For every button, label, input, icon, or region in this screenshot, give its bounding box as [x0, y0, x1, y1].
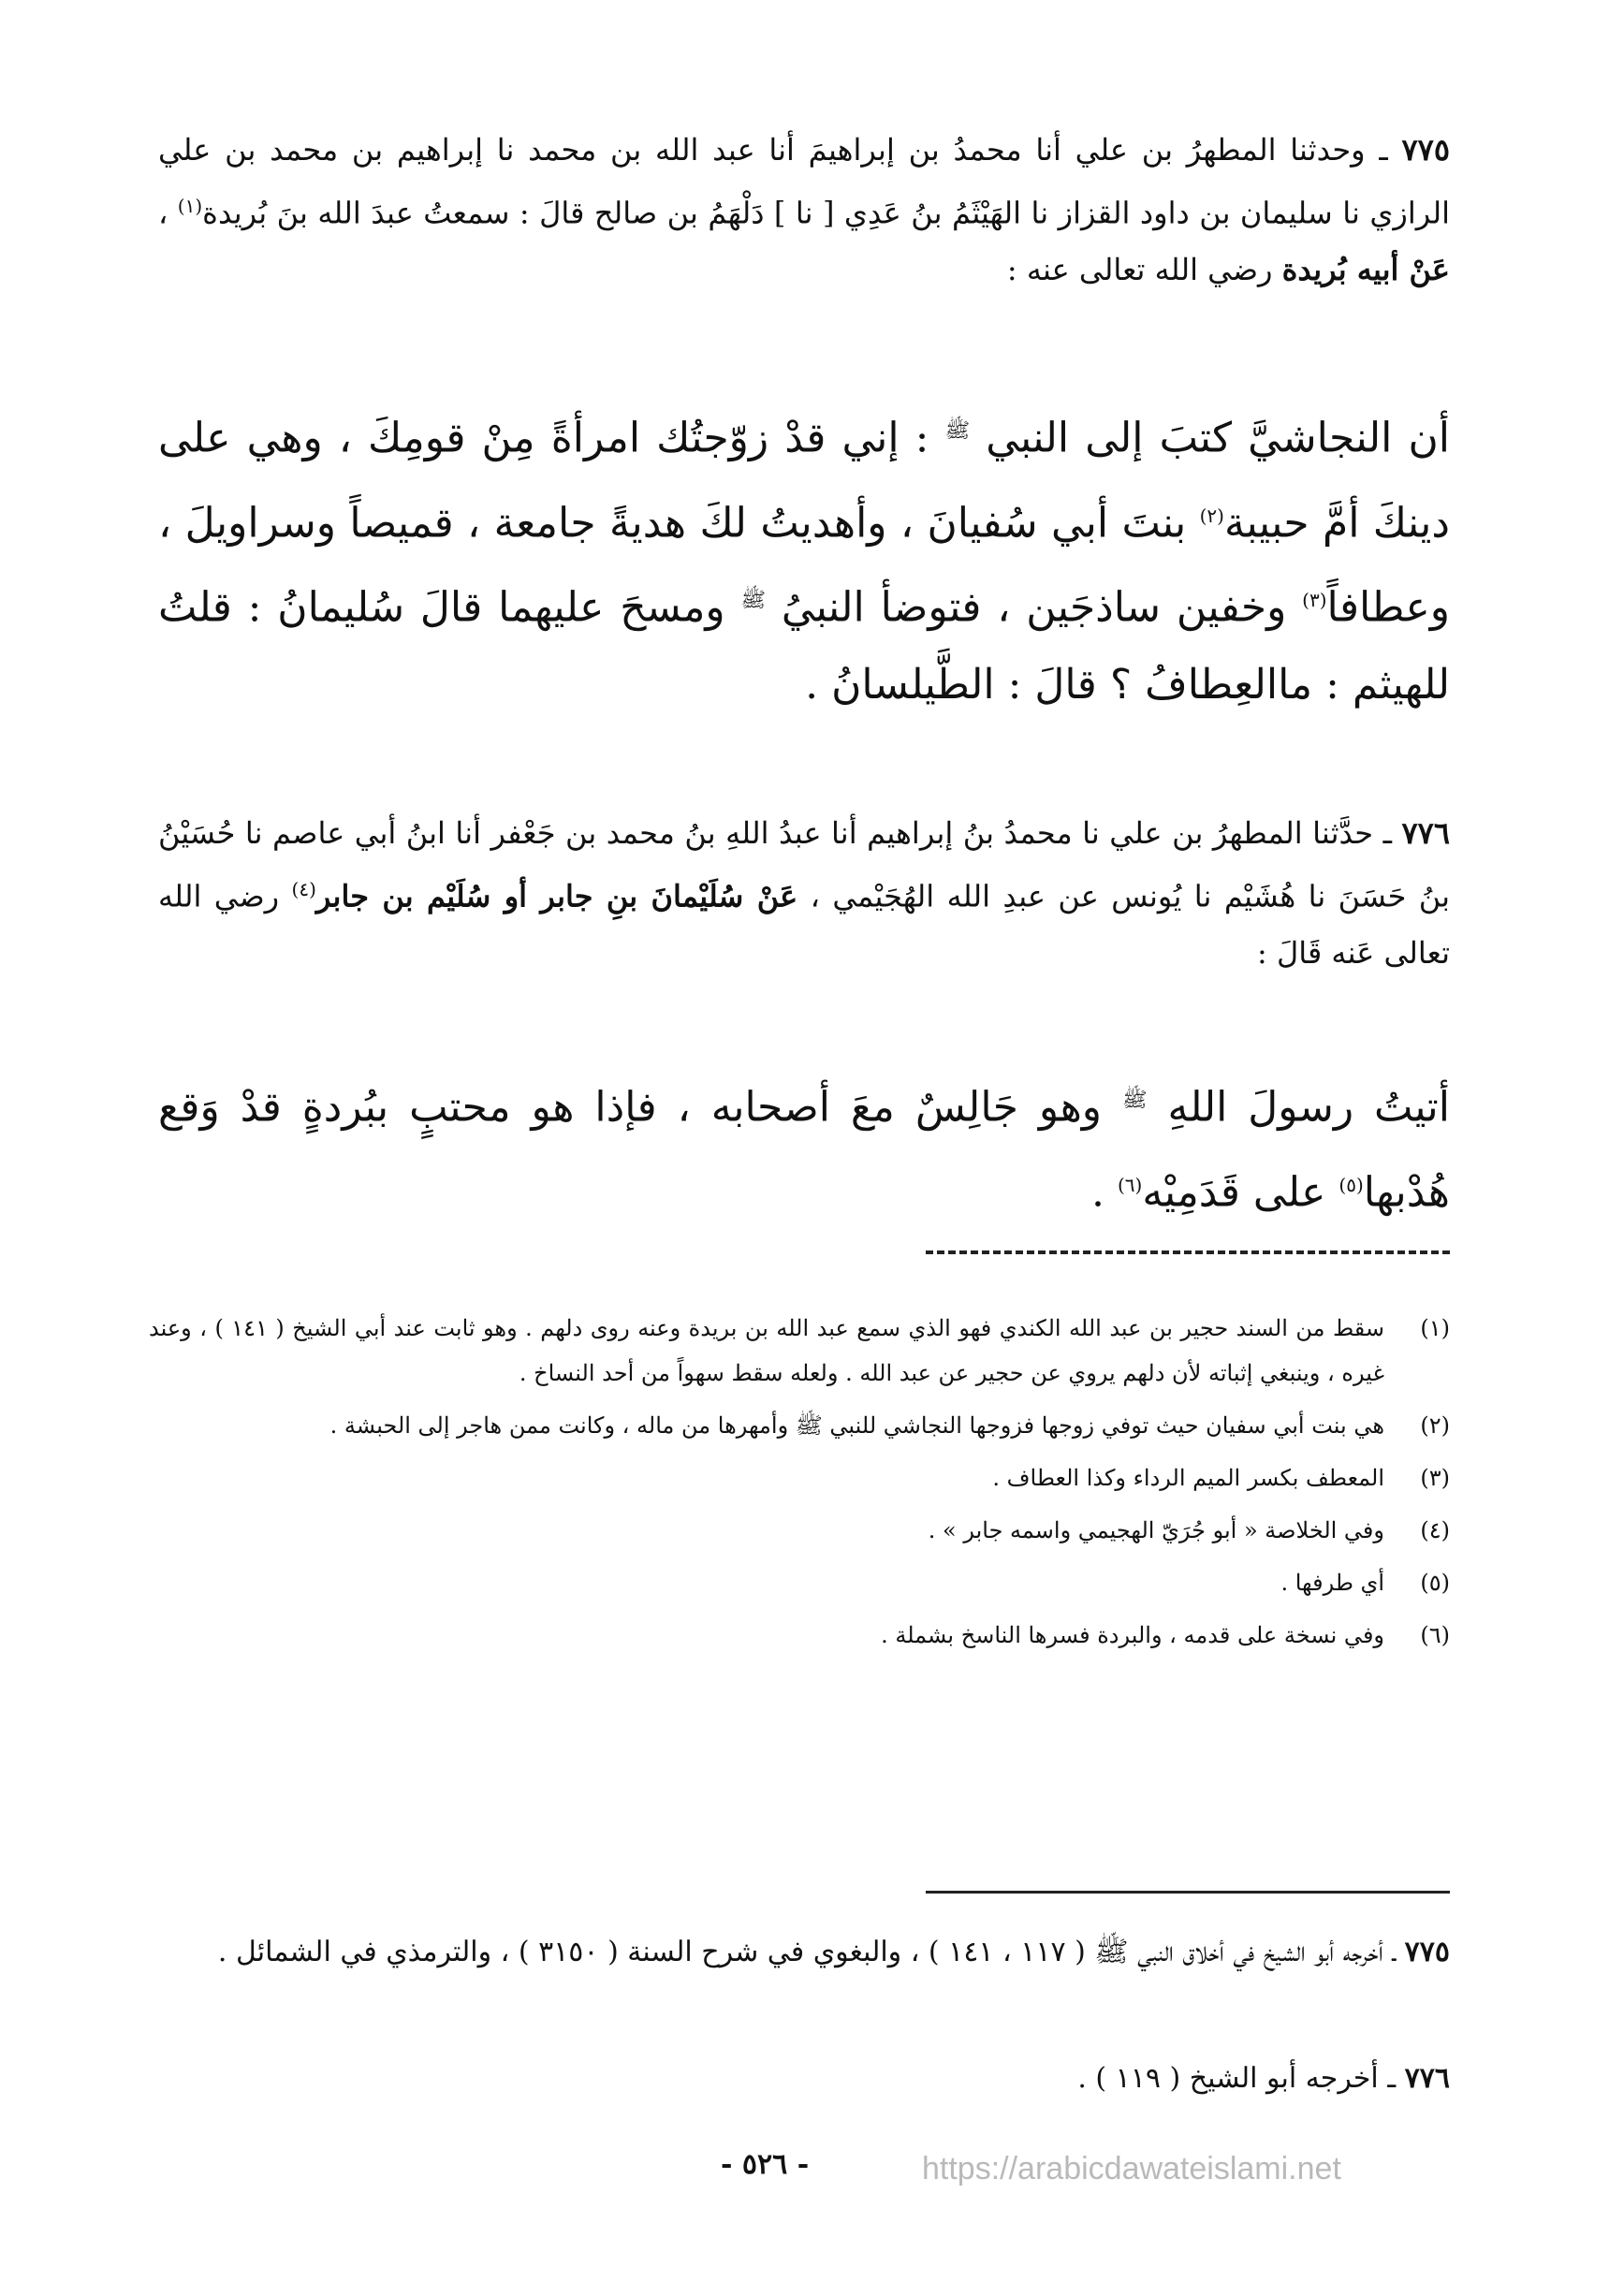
hadith-775-isnad: ٧٧٥ ـ وحدثنا المطهرُ بن علي أنا محمدُ بن إبراهيمَ أنا عبد الله بن محمد نا إبراهيم بن محمد بن علي الرازي نا سليمان بن داود القزاز نا الهَيْثَمُ بنُ عَدِي [ نا ] دَلْهَمُ بن صالح قالَ : سمعتُ عبدَ الله بنَ بُريدة$^{(١)}$ ، عَنْ أبيه بُريدة رضي الله تعالى عنه : — [158, 132, 1451, 287]
footnote-ref-5: (٥) — [1338, 1173, 1364, 1196]
footnote-number: (٦) — [1420, 1622, 1450, 1648]
hadith-776-matn-end: . — [1090, 1168, 1104, 1217]
hadith-776-matn-part3: على قَدَمِيْه — [1142, 1168, 1326, 1217]
hadith-776-matn-part1: أتيتُ رسولَ اللهِ — [1167, 1083, 1450, 1132]
footnote-text: سقط من السند حجير بن عبد الله الكندي فهو الذي سمع عبد الله بن بريدة وعنه روى دلهم . وهو ثابت عند أبي الشيخ ( ١٤١ ) ، وعند غيره ، وينبغي إثباته لأن دلهم يروي عن حجير عن عبد الله . ولعله سقط سهواً من أحد النساخ . — [149, 1315, 1384, 1386]
hadith-775-matn-part3: بنتَ أبي سُفيانَ ، وأهديتُ لكَ هديةً جامعة ، قميصاً وسراويلَ ، وعطافاً — [158, 499, 1450, 632]
footnote-item — [149, 1455, 1450, 1500]
hadith-775-comma: ، — [158, 195, 168, 231]
footnote-separator — [926, 1250, 1450, 1254]
hadith-775-matn-part5: ومسحَ عليهما قالَ سُليمانُ : قلتُ للهيثم : ماالعِطافُ ؟ قالَ : الطَّيلسانُ . — [158, 583, 1450, 709]
footnotes — [149, 1306, 1450, 1665]
hadith-775-matn-part2: : إني قدْ زوّجتُك امرأةً مِنْ قومِكَ ، وهي على دينكَ أمَّ حبيبة — [158, 414, 1450, 548]
hadith-775-narrator: عَنْ أبيه بُريدة — [1281, 251, 1450, 287]
hadith-776-narrator: عَنْ سُلَيْمانَ بنِ جابر أو سُلَيْم بن جابر — [315, 878, 798, 914]
salla-icon: ﷺ — [740, 589, 767, 613]
footnote-item — [149, 1306, 1450, 1396]
footnote-item — [149, 1403, 1450, 1448]
footnote-item — [149, 1508, 1450, 1553]
takhrij-separator — [926, 1891, 1450, 1894]
hadith-776-matn — [158, 1062, 1450, 1231]
hadith-776-matn-part2: وهو جَالِسٌ معَ أصحابه ، فإذا هو محتبٍ ببُردةٍ قدْ وَقع هُدْبها — [158, 1083, 1450, 1217]
salla-icon: ﷺ — [1122, 1089, 1148, 1112]
hadith-776-isnad: ٧٧٦ ـ حدَّثنا المطهرُ بن علي نا محمدُ بنُ إبراهيم أنا عبدُ اللهِ بنُ محمد بن جَعْفر أنا ابنُ أبي عاصم نا حُسَيْنُ بنُ حَسَنَ نا هُشَيْم نا يُونس عن عبدِ الله الهُجَيْمي ، عَنْ سُلَيْمانَ بنِ جابر أو سُلَيْم بن جابر$^{(٤)}$ رضي الله تعالى عَنه قَالَ : — [158, 815, 1451, 971]
footnote-text: وفي نسخة على قدمه ، والبردة فسرها الناسخ بشملة . — [881, 1622, 1384, 1648]
takhrij-775: ٧٧٥ ـ أخرجه أبو الشيخ في أخلاق النبي ﷺ ( ١١٧ ، ١٤١ ) ، والبغوي في شرح السنة ( ٣١٥٠ ) ، والترمذي في الشمائل . — [217, 1936, 1450, 1968]
footnote-item — [149, 1613, 1450, 1658]
footnote-number: (٣) — [1420, 1465, 1450, 1491]
hadith-775-matn-part1: أن النجاشيَّ كتبَ إلى النبي — [986, 414, 1450, 462]
watermark-url: https://arabicdawateislami.net — [922, 2151, 1341, 2186]
hadith-776-isnad-text: حدَّثنا المطهرُ بن علي نا محمدُ بنُ إبراهيم أنا عبدُ اللهِ بنُ محمد بن جَعْفر أنا ابنُ أبي عاصم نا حُسَيْنُ بنُ حَسَنَ نا هُشَيْم نا يُونس عن عبدِ الله الهُجَيْمي ، — [158, 815, 1451, 914]
salla-icon: ﷺ — [944, 419, 971, 443]
footnote-number: (٤) — [1420, 1517, 1450, 1543]
hadith-775-isnad-end: رضي الله تعالى عنه : — [1006, 251, 1273, 287]
hadith-775-matn-part4: وخفين ساذجَين ، فتوضأ النبيُ — [781, 583, 1287, 632]
hadith-776-number: ٧٧٦ — [1401, 815, 1451, 851]
footnote-number: (٥) — [1420, 1570, 1450, 1596]
footnote-text: هي بنت أبي سفيان حيث توفي زوجها فزوجها النجاشي للنبي ﷺ وأمهرها من ماله ، وكانت ممن هاجر إلى الحبشة . — [329, 1412, 1384, 1439]
footnote-ref-1: (١) — [177, 195, 203, 217]
takhrij-776-number: ٧٧٦ — [1404, 2062, 1450, 2095]
footnote-text: المعطف بكسر الميم الرداء وكذا العطاف . — [992, 1465, 1384, 1491]
footnote-ref-4: (٤) — [291, 878, 316, 900]
hadith-775-number: ٧٧٥ — [1401, 132, 1451, 168]
footnote-number: (٢) — [1420, 1412, 1450, 1439]
takhrij-776: ٧٧٦ ـ أخرجه أبو الشيخ ( ١١٩ ) . — [1077, 2062, 1450, 2095]
hadith-775-isnad-text: وحدثنا المطهرُ بن علي أنا محمدُ بن إبراهيمَ أنا عبد الله بن محمد نا إبراهيم بن محمد بن علي الرازي نا سليمان بن داود القزاز نا الهَيْثَمُ بنُ عَدِي [ نا ] دَلْهَمُ بن صالح قالَ : سمعتُ عبدَ الله بنَ بُريدة — [158, 132, 1451, 231]
takhrij-775-number: ٧٧٥ — [1404, 1936, 1450, 1968]
hadith-775-matn — [158, 393, 1450, 724]
footnote-ref-2: (٢) — [1199, 504, 1224, 527]
takhrij-776-text: أخرجه أبو الشيخ ( ١١٩ ) . — [1077, 2062, 1379, 2095]
footnote-text: وفي الخلاصة « أبو جُرَيّ الهجيمي واسمه جابر » . — [928, 1517, 1384, 1543]
hadith-776-isnad-end: رضي الله تعالى عَنه قَالَ : — [158, 878, 1450, 971]
footnote-ref-6: (٦) — [1117, 1173, 1143, 1196]
page-number: - ٥٢٦ - — [721, 2148, 810, 2181]
footnote-ref-3: (٣) — [1302, 589, 1327, 612]
footnote-text: أي طرفها . — [1280, 1570, 1384, 1596]
takhrij-775-text: أخرجه أبو الشيخ في أخلاق النبي ﷺ ( ١١٧ ، ١٤١ ) ، والبغوي في شرح السنة ( ٣١٥٠ ) ، والترمذي في الشمائل . — [217, 1936, 1383, 1968]
footnote-number: (١) — [1420, 1315, 1450, 1341]
footnote-item — [149, 1560, 1450, 1605]
